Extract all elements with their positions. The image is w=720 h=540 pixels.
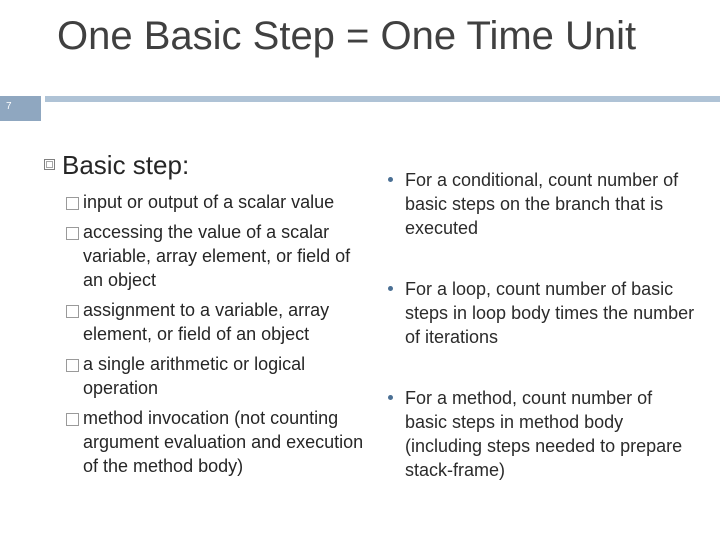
sub-bullet-item: [40, 220, 370, 292]
slide-title: One Basic Step = One Time Unit: [57, 14, 637, 58]
right-bullet-text: For a loop, count number of basic steps in loop body times the number of iterations: [405, 279, 695, 347]
checkbox-bullet-icon: [66, 305, 79, 318]
sub-bullet-item: [40, 190, 370, 214]
title-bar: [45, 96, 720, 102]
sub-bullet-text: assignment to a variable, array element, or field of an object: [83, 300, 330, 344]
right-bullet-text: For a conditional, count number of basic steps on the branch that is executed: [405, 170, 679, 238]
main-bullet: [40, 150, 370, 180]
sub-bullet-text: method invocation (not counting argument evaluation and execution of the method body): [83, 408, 364, 476]
slide-number: 7: [6, 101, 12, 112]
sub-bullet-item: [40, 298, 370, 346]
right-bullet-item: [388, 386, 698, 482]
sub-bullet-text: a single arithmetic or logical operation: [83, 354, 306, 398]
checkbox-bullet-icon: [66, 227, 79, 240]
checkbox-bullet-icon: [66, 197, 79, 210]
square-bullet-icon: [44, 159, 55, 170]
dot-bullet-icon: [388, 177, 393, 182]
dot-bullet-icon: [388, 286, 393, 291]
right-bullet-item: [388, 168, 698, 240]
checkbox-bullet-icon: [66, 413, 79, 426]
sub-bullet-text: accessing the value of a scalar variable, array element, or field of an object: [83, 222, 351, 290]
sub-bullet-item: [40, 406, 370, 478]
right-bullet-text: For a method, count number of basic steps in method body (including steps needed to prepare stack-frame): [405, 388, 683, 480]
main-bullet-text: Basic step:: [62, 150, 190, 180]
sub-bullet-list: [40, 190, 370, 478]
sub-bullet-text: input or output of a scalar value: [83, 192, 335, 212]
checkbox-bullet-icon: [66, 359, 79, 372]
sub-bullet-item: [40, 352, 370, 400]
dot-bullet-icon: [388, 395, 393, 400]
right-bullet-item: [388, 277, 698, 349]
right-column: [388, 168, 698, 519]
left-column: [40, 150, 370, 484]
